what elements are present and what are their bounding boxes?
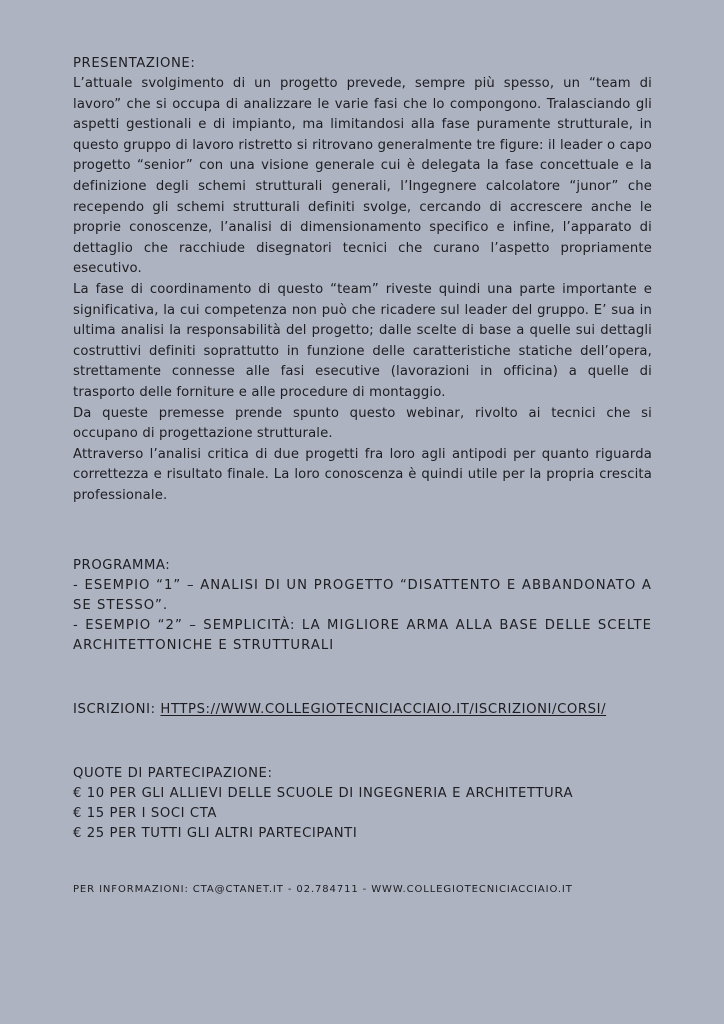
presentazione-heading: PRESENTAZIONE: [73,56,196,71]
iscrizioni-label: ISCRIZIONI: [73,702,161,718]
programma-heading: PROGRAMMA: [73,558,171,574]
presentazione-paragraph-2: La fase di coordinamento di questo “team” riveste quindi una parte importante e significativa, la cui competenza non può che ricadere sul leader del gruppo. E’ sua in ultima analisi la responsabilità del progetto; dalle scelte di base a quelle sui dettagli costruttivi definiti soprattutto in funzione delle caratteristiche statiche dell’opera, strettamente connesse alle fasi esecutive (lavorazioni in officina) a quelle di trasporto delle forniture e alle procedure di montaggio. [73,281,652,400]
iscrizioni-link[interactable]: HTTPS://WWW.COLLEGIOTECNICIACCIAIO.IT/ISCRIZIONI/CORSI/ [160,702,607,718]
iscrizioni-section [73,700,652,720]
presentazione-paragraph-1: L’attuale svolgimento di un progetto prevede, sempre più spesso, un “team di lavoro” che si occupa di analizzare le varie fasi che lo compongono. Tralasciando gli aspetti gestionali e di impianto, ma limitandosi alla fase puramente strutturale, in questo gruppo di lavoro ristretto si ritrovano generalmente tre figure: il leader o capo progetto “senior” con una visione generale cui è delegata la fase concettuale e la definizione degli schemi strutturali generali, l’Ingegnere calcolatore “junor” che recependo gli schemi strutturali definiti svolge, cercando di accrescere anche le proprie conoscenze, l’analisi di dimensionamento specifico e infine, l’apparato di dettaglio che racchiude disegnatori tecnici che curano l’aspetto propriamente esecutivo. [73,76,652,277]
presentazione-paragraph-4: Attraverso l’analisi critica di due progetti fra loro agli antipodi per quanto riguarda correttezza e risultato finale. La loro conoscenza è quindi utile per la propria crescita professionale. [73,446,652,503]
quote-section [73,764,652,844]
quote-item-2: € 15 PER I SOCI CTA [73,806,217,822]
quote-item-3: € 25 PER TUTTI GLI ALTRI PARTECIPANTI [73,826,358,842]
info-footer: PER INFORMAZIONI: CTA@CTANET.IT - 02.784711 - WWW.COLLEGIOTECNICIACCIAIO.IT [73,884,573,896]
programma-item-1: - ESEMPIO “1” – ANALISI DI UN PROGETTO “DISATTENTO E ABBANDONATO A SE STESSO”. [73,578,652,614]
presentazione-paragraph-3: Da queste premesse prende spunto questo webinar, rivolto ai tecnici che si occupano di progettazione strutturale. [73,405,652,442]
quote-item-1: € 10 PER GLI ALLIEVI DELLE SCUOLE DI INGEGNERIA E ARCHITETTURA [73,786,574,802]
presentazione-section [73,54,652,506]
programma-section [73,556,652,656]
quote-heading: QUOTE DI PARTECIPAZIONE: [73,766,273,782]
programma-item-2: - ESEMPIO “2” – SEMPLICITÀ: LA MIGLIORE ARMA ALLA BASE DELLE SCELTE ARCHITETTONICHE E STRUTTURALI [73,618,652,654]
